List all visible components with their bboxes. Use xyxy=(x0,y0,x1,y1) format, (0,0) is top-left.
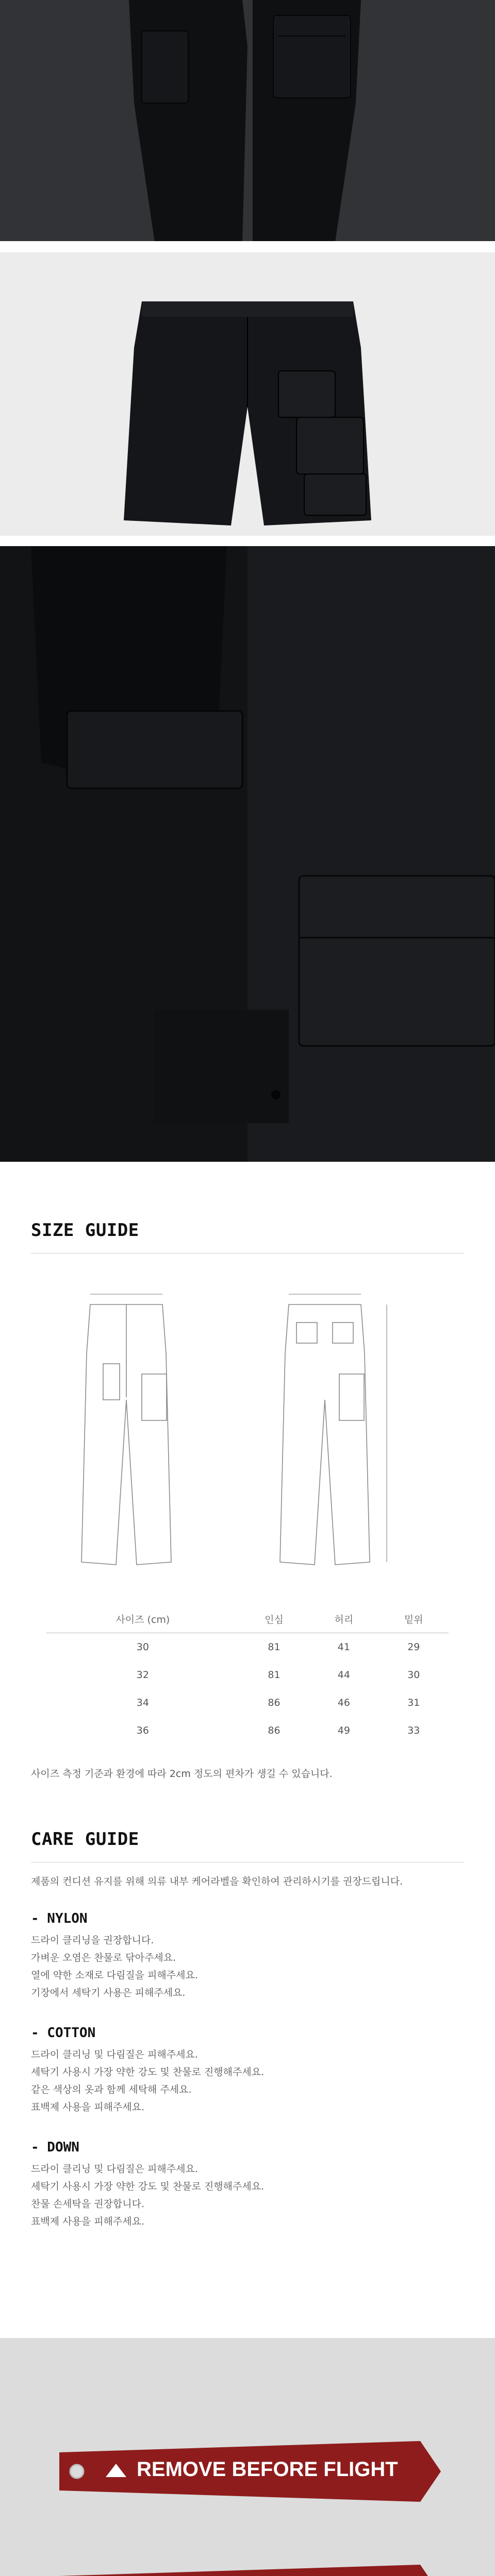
care-line: 같은 색상의 옷과 함께 세탁해 주세요. xyxy=(31,2084,192,2095)
tag-remove-before-flight xyxy=(59,2441,441,2502)
size-table xyxy=(46,1605,449,1744)
tag-label: REMOVE BEFORE FLIGHT xyxy=(137,2458,398,2481)
care-line: 표백제 사용을 피해주세요. xyxy=(31,2102,145,2113)
size-diagram xyxy=(31,1266,464,1580)
table-cell: 34 xyxy=(136,1697,149,1708)
care-guide-section xyxy=(0,1808,495,2338)
tag-alpha-industries xyxy=(59,2565,441,2576)
pocket-detail-illustration xyxy=(0,546,495,1175)
care-line: 찬물 손세탁을 권장합니다. xyxy=(31,2198,145,2210)
table-cell: 86 xyxy=(268,1697,280,1708)
tag-shape-icon xyxy=(59,2565,441,2576)
care-heading: - COTTON xyxy=(31,2025,96,2041)
care-intro: 제품의 컨디션 유지를 위해 의류 내부 케어라벨을 확인하여 관리하시기를 권장드립니다. xyxy=(31,1876,403,1887)
table-cell: 49 xyxy=(337,1725,350,1736)
shorts-front-illustration xyxy=(0,252,495,546)
care-line: 드라이 클리닝 및 다림질은 피해주세요. xyxy=(31,2163,198,2175)
table-row xyxy=(46,1633,449,1662)
care-line: 드라이 클리닝 및 다림질은 피해주세요. xyxy=(31,2049,198,2060)
care-group-nylon xyxy=(31,1911,464,2002)
care-line: 드라이 클리닝을 권장합니다. xyxy=(31,1935,154,1946)
column-header: 밑위 xyxy=(379,1605,449,1633)
table-cell: 31 xyxy=(407,1697,420,1708)
table-cell: 30 xyxy=(136,1641,149,1653)
size-guide-section xyxy=(0,1175,495,1808)
care-heading: - DOWN xyxy=(31,2140,79,2155)
pants-legs-illustration xyxy=(0,0,495,252)
size-note: 사이즈 측정 기준과 환경에 따라 2cm 정도의 편차가 생길 수 있습니다. xyxy=(31,1768,333,1780)
photo-shorts-front xyxy=(0,252,495,546)
column-header: 허리 xyxy=(309,1605,378,1633)
table-cell: 44 xyxy=(337,1669,350,1681)
table-cell: 33 xyxy=(407,1725,420,1736)
care-line: 가벼운 오염은 찬물로 닦아주세요. xyxy=(31,1952,176,1963)
photo-pocket-detail xyxy=(0,546,495,1175)
table-cell: 46 xyxy=(337,1697,350,1708)
table-row xyxy=(46,1689,449,1717)
table-cell: 81 xyxy=(268,1641,280,1653)
care-guide-title: CARE GUIDE xyxy=(31,1829,139,1850)
size-table-header xyxy=(46,1605,449,1633)
care-line: 기장에서 세탁기 사용은 피해주세요. xyxy=(31,1987,186,1998)
care-line: 열에 약한 소재로 다림질을 피해주세요. xyxy=(31,1970,198,1981)
care-group-cotton xyxy=(31,2025,464,2116)
table-cell: 86 xyxy=(268,1725,280,1736)
care-group-down xyxy=(31,2140,464,2230)
photo-pants-legs xyxy=(0,0,495,252)
tags-panel xyxy=(0,2338,495,2576)
table-cell: 36 xyxy=(136,1725,149,1736)
table-cell: 30 xyxy=(407,1669,420,1681)
care-line: 세탁기 사용시 가장 약한 강도 및 찬물로 진행해주세요. xyxy=(31,2181,265,2192)
size-guide-title: SIZE GUIDE xyxy=(31,1220,139,1241)
table-cell: 41 xyxy=(337,1641,350,1653)
table-cell: 29 xyxy=(407,1641,420,1653)
table-row xyxy=(46,1661,449,1689)
table-cell: 32 xyxy=(136,1669,149,1681)
table-cell: 81 xyxy=(268,1669,280,1681)
care-heading: - NYLON xyxy=(31,1911,88,1926)
column-header: 사이즈 (cm) xyxy=(46,1605,239,1633)
care-line: 표백제 사용을 피해주세요. xyxy=(31,2216,145,2227)
column-header: 인심 xyxy=(239,1605,309,1633)
table-row xyxy=(46,1717,449,1744)
care-line: 세탁기 사용시 가장 약한 강도 및 찬물로 진행해주세요. xyxy=(31,2066,265,2078)
